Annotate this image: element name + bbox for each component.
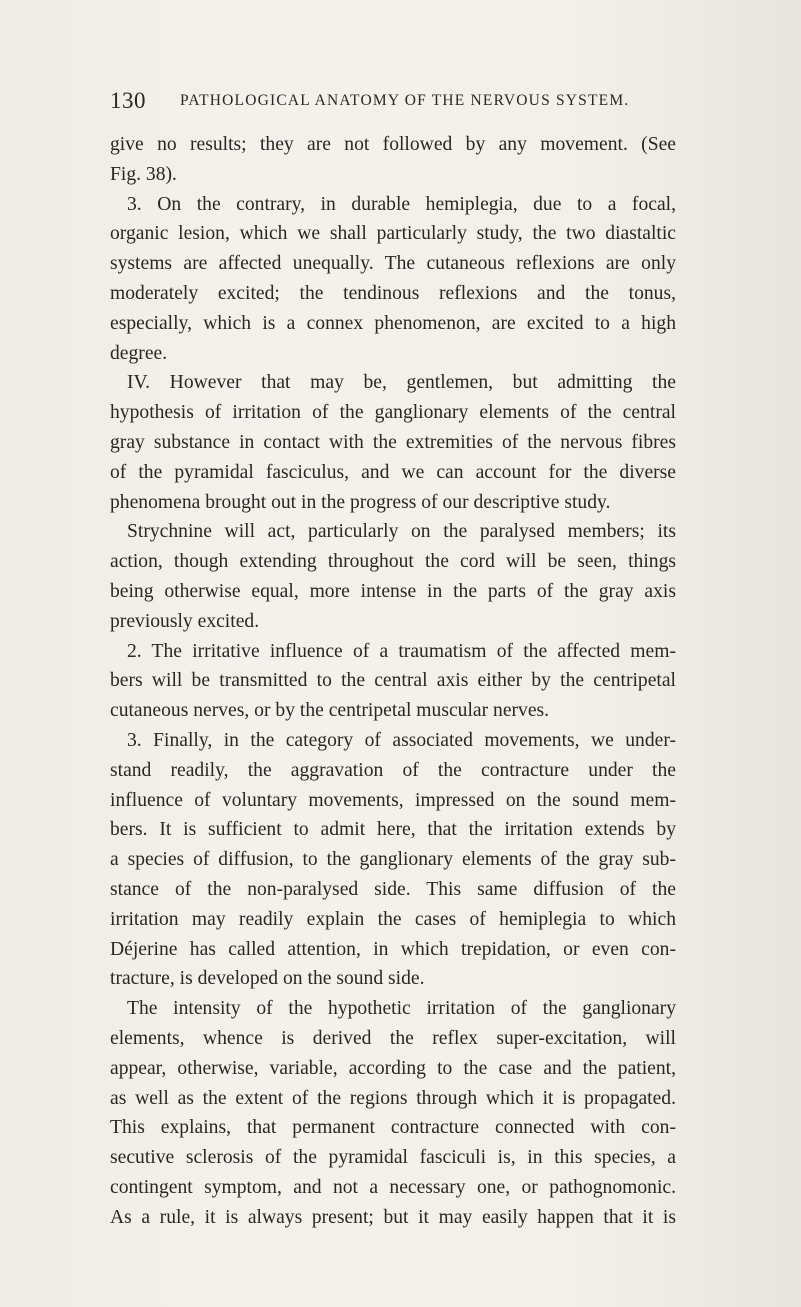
- text-line: action, though extending throughout the cord will be seen, things: [110, 551, 676, 573]
- text-line: stand readily, the aggravation of the contracture under the: [110, 759, 676, 781]
- text-line: irritation may readily explain the cases of hemiplegia to which: [110, 908, 676, 930]
- text-line: influence of voluntary movements, impressed on the sound mem-: [110, 789, 676, 811]
- text-line: Fig. 38).: [110, 163, 177, 185]
- text-line: being otherwise equal, more intense in the parts of the gray axis: [110, 580, 676, 602]
- text-line: 3. On the contrary, in durable hemiplegia, due to a focal,: [127, 193, 676, 215]
- text-line: phenomena brought out in the progress of our descriptive study.: [110, 491, 611, 513]
- text-line: stance of the non-paralysed side. This same diffusion of the: [110, 878, 676, 900]
- text-line: The intensity of the hypothetic irritation of the ganglionary: [127, 998, 676, 1020]
- page-number: 130: [110, 88, 146, 113]
- text-line: cutaneous nerves, or by the centripetal muscular nerves.: [110, 700, 550, 722]
- text-line: This explains, that permanent contracture connected with con-: [110, 1117, 676, 1139]
- text-line: Déjerine has called attention, in which trepidation, or even con-: [110, 938, 676, 960]
- text-line: elements, whence is derived the reflex super-excitation, will: [110, 1027, 676, 1049]
- running-head: PATHOLOGICAL ANATOMY OF THE NERVOUS SYSTEM.: [180, 92, 630, 109]
- text-line: degree.: [110, 342, 168, 364]
- text-line: systems are affected unequally. The cutaneous reflexions are only: [110, 253, 676, 275]
- text-line: moderately excited; the tendinous reflexions and the tonus,: [110, 282, 676, 304]
- text-line: 2. The irritative influence of a traumatism of the affected mem-: [127, 640, 676, 662]
- text-line: secutive sclerosis of the pyramidal fasciculi is, in this species, a: [110, 1147, 676, 1169]
- text-line: a species of diffusion, to the ganglionary elements of the gray sub-: [110, 849, 676, 871]
- text-line: IV. However that may be, gentlemen, but admitting the: [127, 372, 676, 394]
- text-line: 3. Finally, in the category of associated movements, we under-: [127, 729, 676, 751]
- text-line: Strychnine will act, particularly on the paralysed members; its: [127, 521, 676, 543]
- text-line: bers will be transmitted to the central axis either by the centripetal: [110, 670, 676, 692]
- text-line: hypothesis of irritation of the ganglionary elements of the central: [110, 402, 676, 424]
- text-line: give no results; they are not followed by any movement. (See: [110, 134, 676, 155]
- text-line: as well as the extent of the regions through which it is propagated.: [110, 1087, 676, 1109]
- text-line: gray substance in contact with the extremities of the nervous fibres: [110, 431, 676, 453]
- body-text: [110, 130, 676, 1232]
- page-header: [110, 88, 670, 118]
- text-line: appear, otherwise, variable, according to the case and the patient,: [110, 1057, 676, 1079]
- text-line: bers. It is sufficient to admit here, that the irritation extends by: [110, 819, 676, 841]
- text-line: organic lesion, which we shall particularly study, the two diastaltic: [110, 223, 676, 245]
- text-line: As a rule, it is always present; but it may easily happen that it is: [110, 1206, 676, 1228]
- text-line: especially, which is a connex phenomenon, are excited to a high: [110, 312, 676, 334]
- text-line: contingent symptom, and not a necessary one, or pathognomonic.: [110, 1176, 676, 1198]
- text-line: previously excited.: [110, 610, 260, 632]
- text-line: of the pyramidal fasciculus, and we can account for the diverse: [110, 461, 676, 483]
- text-line: tracture, is developed on the sound side.: [110, 968, 425, 990]
